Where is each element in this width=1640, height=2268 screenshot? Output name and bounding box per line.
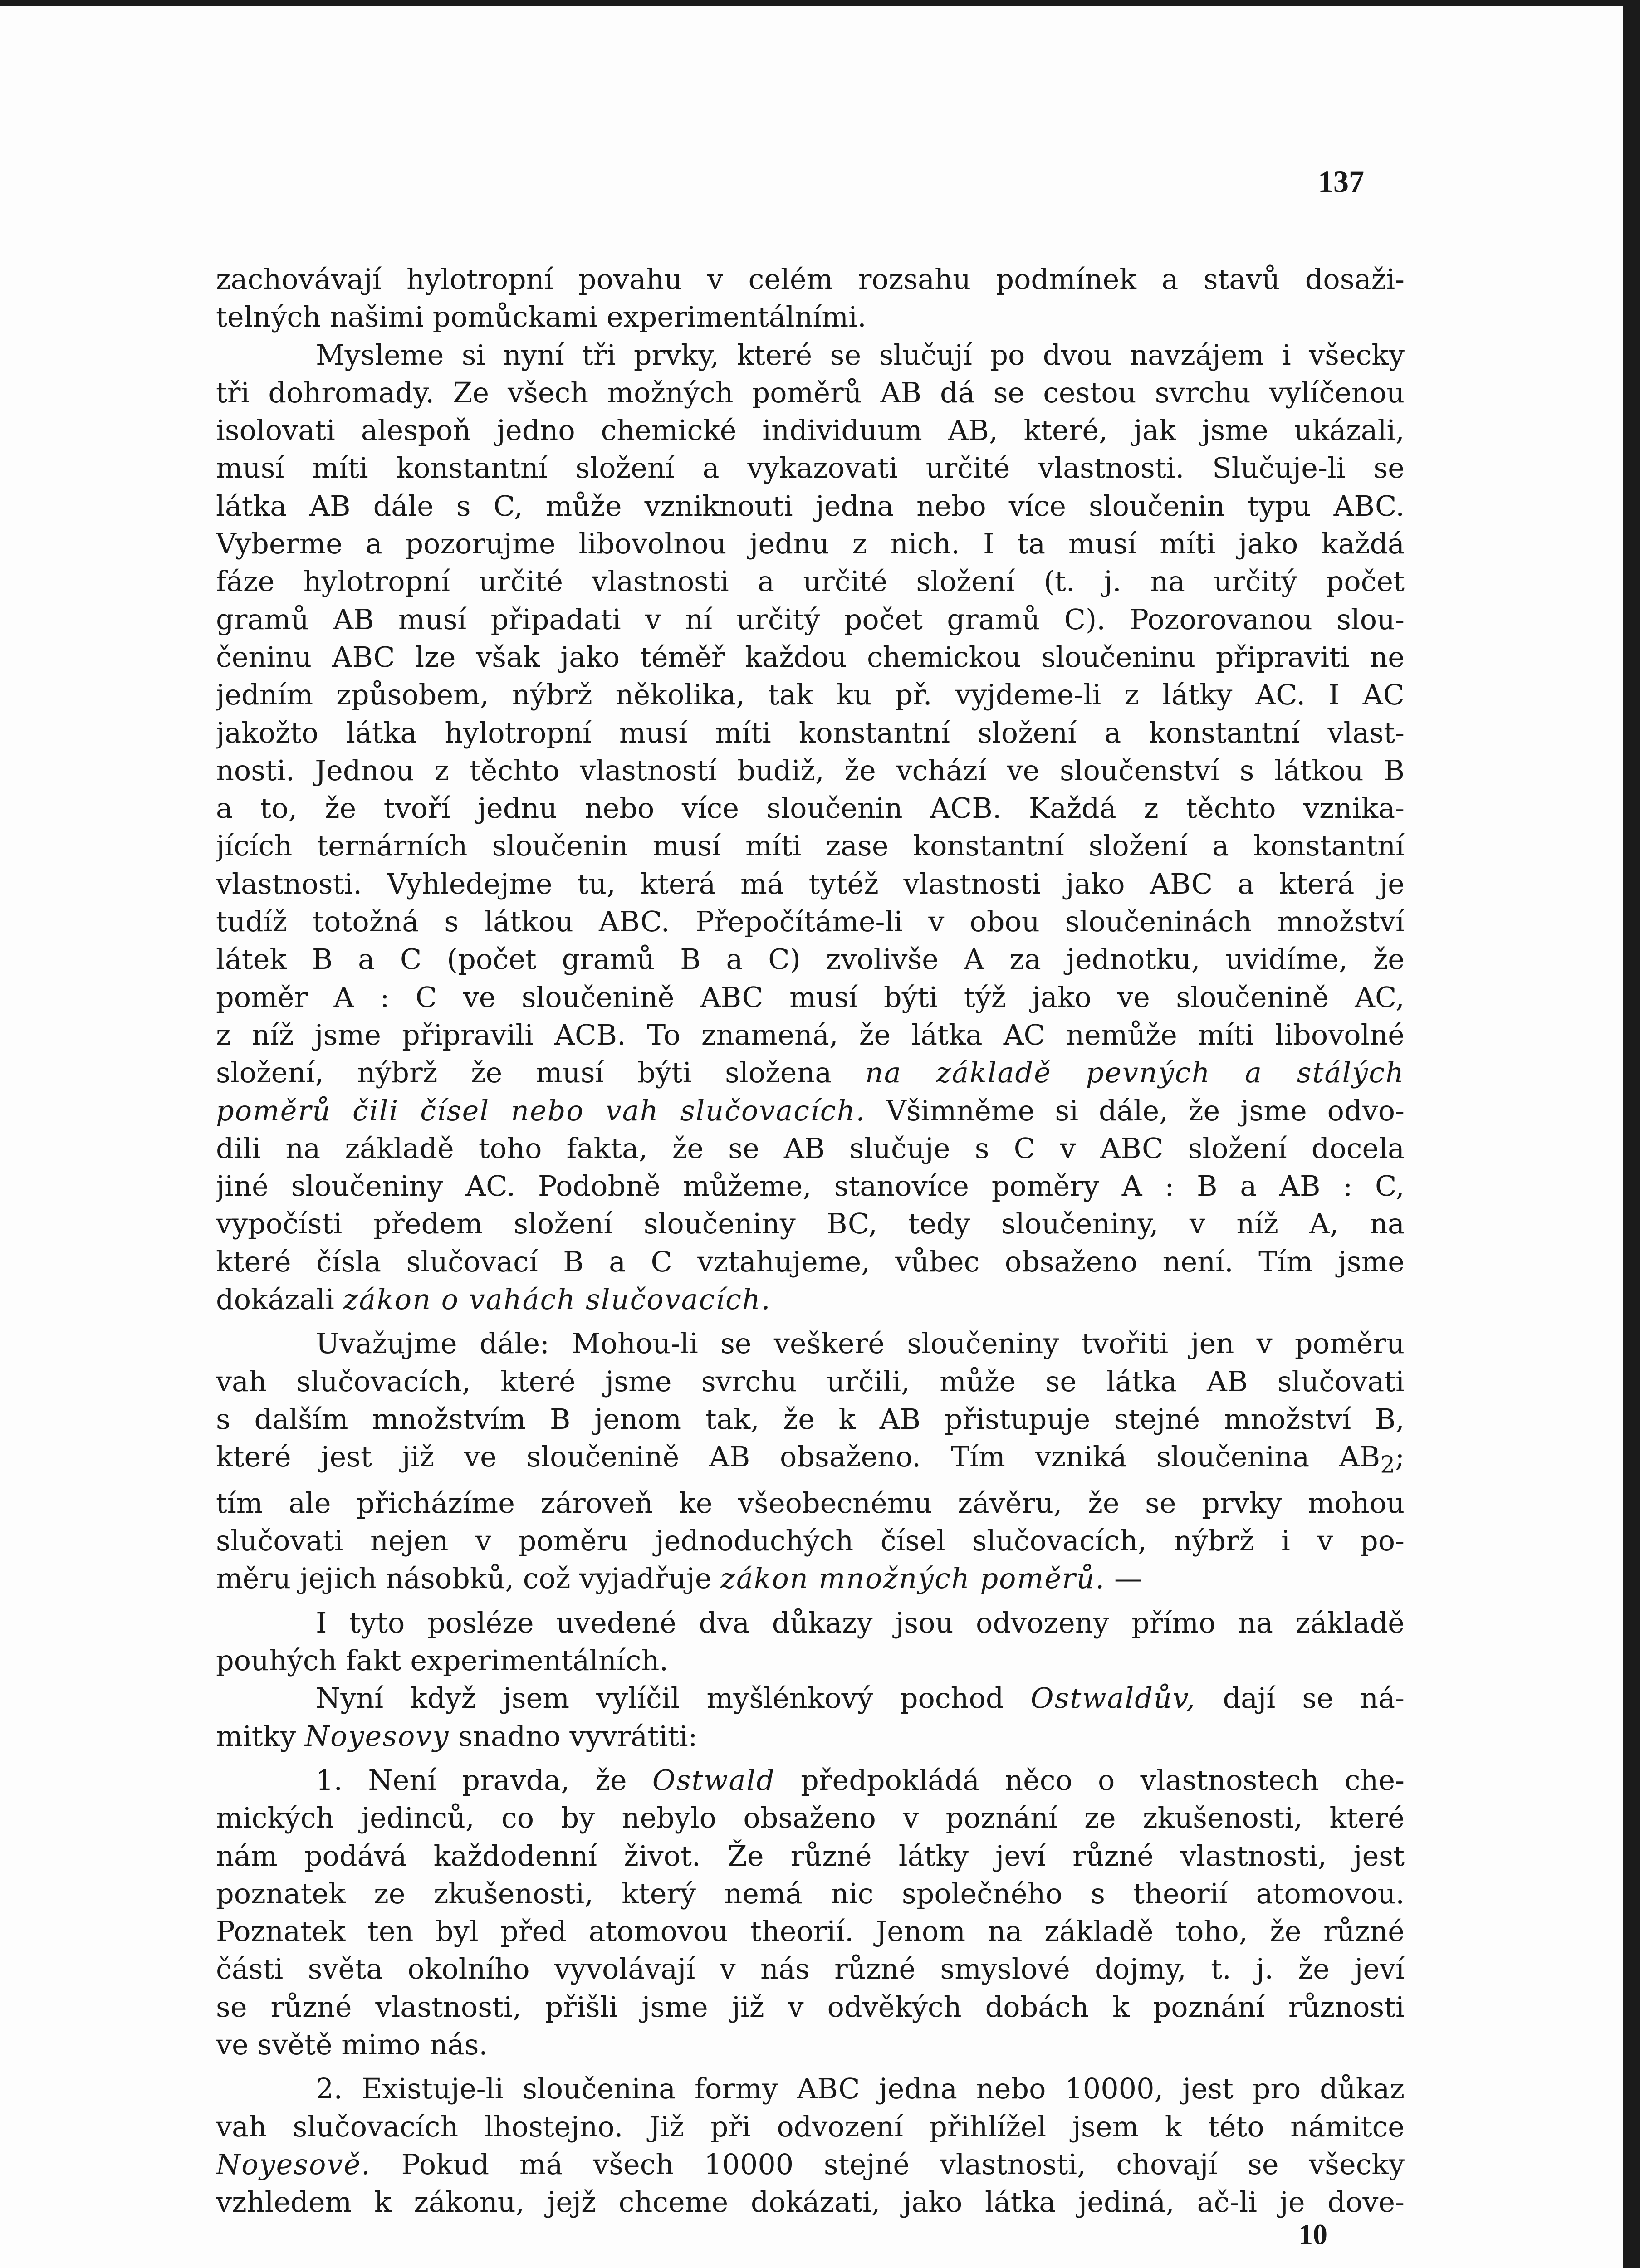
italic-name: Ostwaldův, <box>1030 1681 1196 1715</box>
text-line: jedním způsobem, nýbrž několika, tak ku př. vyjdeme-li z látky AC. I AC <box>216 678 1405 712</box>
text-line: vlastnosti. Vyhledejme tu, která má tytéž vlastnosti jako ABC a která je <box>216 867 1405 900</box>
text-line: Uvažujme dále: Mohou-li se veškeré sloučeniny tvořiti jen v poměru <box>316 1327 1405 1360</box>
italic-phrase: na základě pevných a stálých <box>865 1056 1405 1090</box>
text-run: mitky <box>216 1719 296 1753</box>
text-line: z níž jsme připravili ACB. To znamená, že látka AC nemůže míti libovolné <box>216 1018 1405 1051</box>
text-line <box>216 1679 1405 1717</box>
text-line <box>216 1717 1405 1755</box>
text-line: vzhledem k zákonu, jejž chceme dokázati, jako látka jediná, ač-li je dove- <box>216 2185 1405 2219</box>
body-text <box>216 260 1405 2221</box>
text-line: I tyto posléze uvedené dva důkazy jsou odvozeny přímo na základě <box>316 1606 1405 1639</box>
text-run: Nyní když jsem vylíčil myšlénkový pochod <box>316 1681 1004 1715</box>
text-line: musí míti konstantní složení a vykazovati určité vlastnosti. Slučuje-li se <box>216 451 1405 485</box>
text-line: vah slučovacích lhostejno. Již při odvození přihlížel jsem k této námitce <box>216 2110 1405 2143</box>
text-run: 1. Není pravda, že <box>316 1763 627 1797</box>
text-run: měru jejich násobků, což vyjadřuje <box>216 1562 712 1595</box>
subscript: 2 <box>1380 1451 1395 1479</box>
text-line: Poznatek ten byl před atomovou theorií. Jenom na základě toho, že různé <box>216 1915 1405 1948</box>
text-line: se různé vlastnosti, přišli jsme již v odvěkých dobách k poznání různosti <box>216 1990 1405 2024</box>
paragraph-gap <box>216 1755 1405 1761</box>
text-line: dili na základě toho fakta, že se AB slučuje s C v ABC složení docela <box>216 1131 1405 1165</box>
text-line: zachovávají hylotropní povahu v celém rozsahu podmínek a stavů dosaži- <box>216 263 1405 296</box>
text-line <box>216 1092 1405 1129</box>
text-run: ; <box>1395 1440 1405 1474</box>
text-run: — <box>1114 1562 1142 1595</box>
text-line <box>216 1281 1405 1318</box>
text-run: snadno vyvrátiti: <box>458 1719 698 1753</box>
text-line: 2. Existuje-li sloučenina formy ABC jedna nebo 10000, jest pro důkaz <box>316 2072 1405 2106</box>
text-run: dokázali <box>216 1283 334 1316</box>
text-line: látek B a C (počet gramů B a C) zvolivše A za jednotku, uvidíme, že <box>216 943 1405 976</box>
text-line: vypočísti předem složení sloučeniny BC, tedy sloučeniny, v níž A, na <box>216 1207 1405 1241</box>
text-line <box>216 2146 1405 2183</box>
text-line <box>216 1559 1405 1597</box>
text-line: a to, že tvoří jednu nebo více sloučenin ACB. Každá z těchto vznika- <box>216 792 1405 825</box>
text-line: pouhých fakt experimentálních. <box>216 1644 669 1677</box>
text-line: Vyberme a pozorujme libovolnou jednu z nich. I ta musí míti jako každá <box>216 527 1405 561</box>
text-line: Mysleme si nyní tři prvky, které se slučují po dvou navzájem i všecky <box>316 338 1405 371</box>
text-line: části světa okolního vyvolávají v nás různé smyslové dojmy, t. j. že jeví <box>216 1952 1405 1986</box>
italic-name: Noyesovy <box>304 1719 450 1753</box>
text-line: vah slučovacích, které jsme svrchu určili, může se látka AB slučovati <box>216 1364 1405 1398</box>
paragraph-gap <box>216 1598 1405 1604</box>
text-line: tudíž totožná s látkou ABC. Přepočítáme-li v obou sloučeninách množství <box>216 905 1405 938</box>
text-line: isolovati alespoň jedno chemické individuum AB, které, jak jsme ukázali, <box>216 414 1405 447</box>
italic-phrase: zákon množných poměrů. <box>720 1562 1106 1595</box>
book-page <box>0 6 1623 2268</box>
italic-name: Ostwald <box>652 1763 775 1797</box>
italic-phrase: zákon o vahách slučovacích. <box>343 1283 771 1316</box>
text-line: látka AB dále s C, může vzniknouti jedna nebo více sloučenin typu ABC. <box>216 489 1405 523</box>
text-run: předpokládá něco o vlastnostech che- <box>801 1763 1405 1797</box>
page-number: 137 <box>1318 164 1364 199</box>
text-line: jících ternárních sloučenin musí míti zase konstantní složení a konstantní <box>216 829 1405 863</box>
text-line: slučovati nejen v poměru jednoduchých čísel slučovacích, nýbrž i v po- <box>216 1524 1405 1558</box>
text-line: které čísla slučovací B a C vztahujeme, vůbec obsaženo není. Tím jsme <box>216 1245 1405 1278</box>
text-line: ve světě mimo nás. <box>216 2028 488 2062</box>
text-run: složení, nýbrž že musí býti složena <box>216 1056 832 1090</box>
text-line: mických jedinců, co by nebylo obsaženo v poznání ze zkušenosti, které <box>216 1801 1405 1835</box>
text-line: fáze hylotropní určité vlastnosti a určité složení (t. j. na určitý počet <box>216 565 1405 598</box>
text-line: s dalším množstvím B jenom tak, že k AB přistupuje stejné množství B, <box>216 1402 1405 1436</box>
text-line: poznatek ze zkušenosti, který nemá nic společného s theorií atomovou. <box>216 1877 1405 1910</box>
paragraph-gap <box>216 1318 1405 1325</box>
text-line <box>216 1438 1405 1484</box>
text-line <box>216 1761 1405 1799</box>
text-line: jakožto látka hylotropní musí míti konstantní složení a konstantní vlast- <box>216 716 1405 749</box>
text-run: dají se ná- <box>1223 1681 1405 1715</box>
text-line: jiné sloučeniny AC. Podobně můžeme, stanovíce poměry A : B a AB : C, <box>216 1169 1405 1203</box>
text-line: poměr A : C ve sloučenině ABC musí býti týž jako ve sloučenině AC, <box>216 980 1405 1014</box>
text-line: tím ale přicházíme zároveň ke všeobecnému závěru, že se prvky mohou <box>216 1486 1405 1520</box>
text-line: tři dohromady. Ze všech možných poměrů AB dá se cestou svrchu vylíčenou <box>216 376 1405 409</box>
text-line: čeninu ABC lze však jako téměř každou chemickou sloučeninu připraviti ne <box>216 640 1405 674</box>
text-line: telných našimi pomůckami experimentálními. <box>216 300 867 334</box>
italic-name: Noyesově. <box>216 2147 371 2181</box>
italic-phrase: poměrů čili čísel nebo vah slučovacích. <box>216 1094 866 1127</box>
text-run: Všimněme si dále, že jsme odvo- <box>886 1094 1405 1127</box>
paragraph-gap <box>216 2063 1405 2070</box>
text-run: Pokud má všech 10000 stejné vlastnosti, chovají se všecky <box>401 2147 1405 2181</box>
text-line: nám podává každodenní život. Že různé látky jeví různé vlastnosti, jest <box>216 1839 1405 1872</box>
text-line <box>216 1054 1405 1091</box>
signature-mark: 10 <box>1298 2218 1327 2250</box>
text-run: které jest již ve sloučenině AB obsaženo. Tím vzniká sloučenina AB <box>216 1440 1381 1474</box>
text-line: gramů AB musí připadati v ní určitý počet gramů C). Pozorovanou slou- <box>216 602 1405 636</box>
text-line: nosti. Jednou z těchto vlastností budiž, že vchází ve sloučenství s látkou B <box>216 753 1405 787</box>
